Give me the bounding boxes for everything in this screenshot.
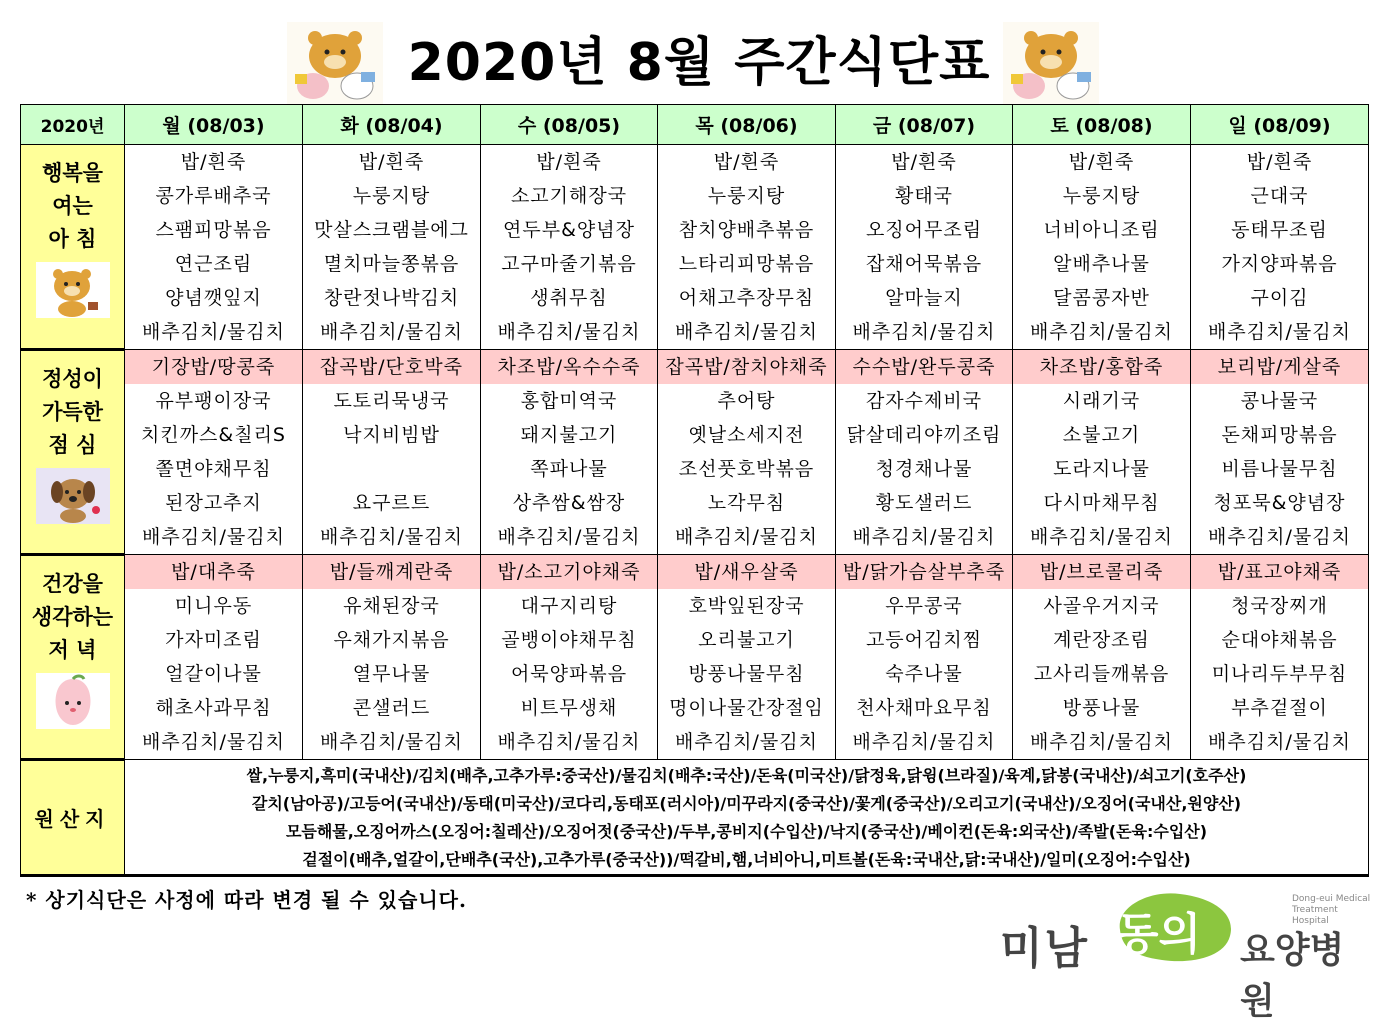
dinner-label-cell xyxy=(21,555,125,760)
dinner-day-cell xyxy=(125,555,303,760)
menu-item: 오징어무조림 xyxy=(865,219,983,241)
day-header-wed: 수 (08/05) xyxy=(481,105,658,145)
menu-item: 배추김치/물김치 xyxy=(142,321,285,343)
bear-character-icon xyxy=(1003,22,1099,104)
menu-item: 치킨까스&칠리S xyxy=(140,424,286,446)
menu-item: 느타리피망볶음 xyxy=(678,253,815,275)
porridge-item: 잡곡밥/참치야채죽 xyxy=(658,350,835,384)
breakfast-day-cell xyxy=(836,145,1013,350)
menu-item: 달콤콩자반 xyxy=(1053,287,1150,309)
menu-item: 누룽지탕 xyxy=(707,185,786,207)
menu-item: 우무콩국 xyxy=(885,595,963,617)
lunch-day-cell xyxy=(303,350,481,555)
menu-item: 골뱅이야채무침 xyxy=(501,629,637,651)
menu-item: 어묵양파볶음 xyxy=(510,663,628,685)
porridge-item: 보리밥/게살죽 xyxy=(1191,350,1368,384)
breakfast-day-cell xyxy=(303,145,481,350)
origin-line: 쌀,누룽지,흑미(국내산)/김치(배추,고추가루:중국산)/물김치(배추:국산)/돈육(미국산)/닭정육,닭윙(브라질)/육계,닭봉(국내산)/쇠고기(호주산) xyxy=(246,766,1247,785)
breakfast-day-cell xyxy=(481,145,658,350)
menu-item: 스팸피망볶음 xyxy=(155,219,272,241)
porridge-item: 밥/소고기야채죽 xyxy=(481,555,657,589)
menu-item: 해초사과무침 xyxy=(155,697,272,719)
menu-item: 시래기국 xyxy=(1062,390,1141,412)
menu-item: 콩나물국 xyxy=(1240,390,1319,412)
menu-item: 고등어김치찜 xyxy=(865,629,983,651)
menu-change-notice: * 상기식단은 사정에 따라 변경 될 수 있습니다. xyxy=(26,888,467,912)
menu-item: 유채된장국 xyxy=(343,595,440,617)
menu-item: 된장고추지 xyxy=(165,492,262,514)
menu-item: 요구르트 xyxy=(352,492,431,514)
dinner-day-cell xyxy=(481,555,658,760)
dinner-day-cell xyxy=(303,555,481,760)
menu-item: 배추김치/물김치 xyxy=(497,321,641,343)
dinner-row xyxy=(21,555,1369,760)
menu-item: 소불고기 xyxy=(1062,424,1141,446)
porridge-item: 밥/새우살죽 xyxy=(658,555,835,589)
menu-item: 상추쌈&쌈장 xyxy=(512,492,626,514)
menu-item: 생취무침 xyxy=(530,287,608,309)
menu-item: 명이나물간장절임 xyxy=(669,697,824,719)
menu-item: 오리불고기 xyxy=(698,629,795,651)
breakfast-day-cell xyxy=(658,145,836,350)
menu-item: 배추김치/물김치 xyxy=(852,526,996,548)
menu-item: 유부팽이장국 xyxy=(155,390,272,412)
menu-item: 배추김치/물김치 xyxy=(1030,321,1173,343)
menu-item: 배추김치/물김치 xyxy=(852,731,996,753)
breakfast-label: 행복을 여는 아 침 xyxy=(42,161,103,251)
menu-item: 밥/흰죽 xyxy=(180,151,247,173)
logo-text-middle: 동의 xyxy=(1116,909,1202,960)
menu-item: 부추겉절이 xyxy=(1231,697,1328,719)
hospital-logo xyxy=(992,880,1372,1022)
porridge-item: 차조밥/홍합죽 xyxy=(1013,350,1190,384)
lunch-row xyxy=(21,350,1369,555)
logo-text-left: 미남 xyxy=(1000,923,1090,974)
menu-item: 천사채마요무침 xyxy=(856,697,992,719)
menu-item: 배추김치/물김치 xyxy=(1030,526,1173,548)
menu-item: 배추김치/물김치 xyxy=(675,526,818,548)
porridge-item: 수수밥/완두콩죽 xyxy=(836,350,1012,384)
menu-item xyxy=(303,452,480,486)
menu-item: 우채가지볶음 xyxy=(333,629,450,651)
menu-item: 닭살데리야끼조림 xyxy=(846,424,1002,446)
menu-item: 쫄면야채무침 xyxy=(155,458,272,480)
menu-item: 배추김치/물김치 xyxy=(1208,731,1351,753)
origin-label: 원산지 xyxy=(21,760,125,876)
peach-character-icon xyxy=(36,673,110,729)
lunch-label: 정성이 가득한 점 심 xyxy=(42,367,103,457)
menu-item: 배추김치/물김치 xyxy=(142,731,285,753)
day-header-tue: 화 (08/04) xyxy=(303,105,481,145)
dinner-day-cell xyxy=(836,555,1013,760)
porridge-item: 밥/브로콜리죽 xyxy=(1013,555,1190,589)
menu-item: 얼갈이나물 xyxy=(165,663,262,685)
menu-item: 밥/흰죽 xyxy=(1068,151,1135,173)
menu-item: 멸치마늘쫑볶음 xyxy=(323,253,460,275)
menu-item: 양념깻잎지 xyxy=(165,287,262,309)
menu-item: 너비아니조림 xyxy=(1043,219,1160,241)
menu-item: 황태국 xyxy=(894,185,954,207)
menu-item: 배추김치/물김치 xyxy=(1030,731,1173,753)
dog-character-icon xyxy=(36,468,110,524)
breakfast-label-cell xyxy=(21,145,125,350)
lunch-day-cell xyxy=(836,350,1013,555)
menu-item: 알배추나물 xyxy=(1053,253,1150,275)
menu-item: 연두부&양념장 xyxy=(503,219,635,241)
menu-item: 돈채피망볶음 xyxy=(1221,424,1338,446)
menu-item: 사골우거지국 xyxy=(1043,595,1160,617)
porridge-item: 차조밥/옥수수죽 xyxy=(481,350,657,384)
menu-item: 감자수제비국 xyxy=(865,390,983,412)
menu-item: 비트무생채 xyxy=(520,697,618,719)
menu-item: 순대야채볶음 xyxy=(1221,629,1338,651)
year-header: 2020년 xyxy=(21,105,125,145)
menu-item: 배추김치/물김치 xyxy=(1208,526,1351,548)
day-header-thu: 목 (08/06) xyxy=(658,105,836,145)
page-title: 2020년 8월 주간식단표 xyxy=(407,33,991,93)
menu-item: 대구지리탕 xyxy=(520,595,618,617)
menu-item: 가자미조림 xyxy=(165,629,262,651)
lunch-day-cell xyxy=(658,350,836,555)
menu-item: 조선풋호박볶음 xyxy=(678,458,815,480)
day-header-sat: 토 (08/08) xyxy=(1013,105,1191,145)
breakfast-day-cell xyxy=(1013,145,1191,350)
porridge-item: 밥/표고야채죽 xyxy=(1191,555,1368,589)
menu-item: 추어탕 xyxy=(717,390,776,412)
menu-item: 근대국 xyxy=(1250,185,1309,207)
menu-item: 배추김치/물김치 xyxy=(1208,321,1351,343)
menu-item: 미나리두부무침 xyxy=(1211,663,1348,685)
menu-item: 열무나물 xyxy=(352,663,431,685)
menu-item: 참치양배추볶음 xyxy=(678,219,815,241)
menu-item: 밥/흰죽 xyxy=(891,151,957,173)
menu-item: 방풍나물 xyxy=(1062,697,1141,719)
day-header-fri: 금 (08/07) xyxy=(836,105,1013,145)
menu-item: 돼지불고기 xyxy=(520,424,618,446)
dinner-day-cell xyxy=(658,555,836,760)
logo-english-text: Dong-eui Medical Treatment Hospital xyxy=(1292,894,1371,926)
breakfast-day-cell xyxy=(125,145,303,350)
menu-item: 도라지나물 xyxy=(1053,458,1150,480)
menu-item: 알마늘지 xyxy=(885,287,963,309)
menu-item: 구이김 xyxy=(1250,287,1309,309)
menu-item: 연근조림 xyxy=(174,253,253,275)
menu-item: 노각무침 xyxy=(707,492,786,514)
lunch-day-cell xyxy=(481,350,658,555)
bear-waving-icon xyxy=(36,262,110,318)
origin-line: 갈치(남아공)/고등어(국내산)/동태(미국산)/코다리,동태포(러시아)/미꾸라지(중국산)/꽃게(중국산)/오리고기(국내산)/오징어(국내산,원양산) xyxy=(251,794,1242,813)
menu-item: 누룽지탕 xyxy=(1062,185,1141,207)
menu-item: 황도샐러드 xyxy=(875,492,973,514)
menu-item: 배추김치/물김치 xyxy=(320,731,463,753)
day-header-mon: 월 (08/03) xyxy=(125,105,303,145)
dinner-day-cell xyxy=(1191,555,1369,760)
menu-item: 밥/흰죽 xyxy=(536,151,602,173)
breakfast-row xyxy=(21,145,1369,350)
menu-item: 배추김치/물김치 xyxy=(497,526,641,548)
menu-item: 누룽지탕 xyxy=(352,185,431,207)
menu-item: 배추김치/물김치 xyxy=(142,526,285,548)
breakfast-day-cell xyxy=(1191,145,1369,350)
menu-item: 소고기해장국 xyxy=(510,185,628,207)
menu-item: 청국장찌개 xyxy=(1231,595,1328,617)
porridge-item: 잡곡밥/단호박죽 xyxy=(303,350,480,384)
weekly-menu-table xyxy=(20,104,1369,877)
menu-item: 다시마채무침 xyxy=(1043,492,1160,514)
menu-item: 밥/흰죽 xyxy=(358,151,425,173)
day-header-sun: 일 (08/09) xyxy=(1191,105,1369,145)
menu-item: 배추김치/물김치 xyxy=(852,321,996,343)
dinner-label: 건강을 생각하는 저 녁 xyxy=(31,572,114,662)
lunch-label-cell xyxy=(21,350,125,555)
porridge-item: 기장밥/땅콩죽 xyxy=(125,350,302,384)
menu-item: 방풍나물무침 xyxy=(688,663,805,685)
menu-item: 배추김치/물김치 xyxy=(675,731,818,753)
menu-item: 비름나물무침 xyxy=(1221,458,1338,480)
menu-item: 배추김치/물김치 xyxy=(675,321,818,343)
day-header-row xyxy=(21,105,1369,145)
menu-item: 옛날소세지전 xyxy=(688,424,805,446)
menu-item: 배추김치/물김치 xyxy=(320,321,463,343)
menu-item: 호박잎된장국 xyxy=(688,595,805,617)
menu-item: 도토리묵냉국 xyxy=(333,390,450,412)
origin-line: 모듬해물,오징어까스(오징어:칠레산)/오징어젓(중국산)/두부,콩비지(수입산)/낙지(중국산)/베이컨(돈육:외국산)/족발(돈육:수입산) xyxy=(285,822,1208,841)
menu-item: 밥/흰죽 xyxy=(713,151,780,173)
menu-item: 청포묵&양념장 xyxy=(1213,492,1346,514)
origin-line: 겉절이(배추,얼갈이,단배추(국산),고추가루(중국산))/떡갈비,햄,너비아니,미트볼(돈육:국내산,닭:국내산)/일미(오징어:수입산) xyxy=(302,850,1191,869)
menu-item: 고사리들깨볶음 xyxy=(1033,663,1170,685)
menu-item: 콘샐러드 xyxy=(352,697,431,719)
page-header xyxy=(0,0,1398,104)
menu-item: 배추김치/물김치 xyxy=(497,731,641,753)
porridge-item: 밥/대추죽 xyxy=(125,555,302,589)
menu-item: 어채고추장무침 xyxy=(678,287,815,309)
menu-item: 창란젓나박김치 xyxy=(323,287,460,309)
menu-item: 청경채나물 xyxy=(875,458,973,480)
menu-item: 계란장조림 xyxy=(1053,629,1150,651)
menu-item: 미니우동 xyxy=(174,595,253,617)
origin-info xyxy=(125,760,1369,876)
porridge-item: 밥/닭가슴살부추죽 xyxy=(836,555,1012,589)
porridge-item: 밥/들깨계란죽 xyxy=(303,555,480,589)
lunch-day-cell xyxy=(125,350,303,555)
logo-text-right: 요양병원 xyxy=(1240,930,1345,1022)
menu-item: 쪽파나물 xyxy=(530,458,608,480)
origin-row xyxy=(21,760,1369,876)
lunch-day-cell xyxy=(1013,350,1191,555)
dinner-day-cell xyxy=(1013,555,1191,760)
lunch-day-cell xyxy=(1191,350,1369,555)
menu-item: 잡채어묵볶음 xyxy=(865,253,983,275)
menu-item: 홍합미역국 xyxy=(520,390,618,412)
menu-item: 맛살스크램블에그 xyxy=(314,219,469,241)
menu-item: 콩가루배추국 xyxy=(155,185,272,207)
menu-item: 동태무조림 xyxy=(1231,219,1328,241)
menu-item: 숙주나물 xyxy=(885,663,963,685)
menu-item: 낙지비빔밥 xyxy=(343,424,440,446)
menu-item: 배추김치/물김치 xyxy=(320,526,463,548)
menu-item: 고구마줄기볶음 xyxy=(501,253,637,275)
menu-item: 가지양파볶음 xyxy=(1221,253,1338,275)
menu-item: 밥/흰죽 xyxy=(1246,151,1313,173)
